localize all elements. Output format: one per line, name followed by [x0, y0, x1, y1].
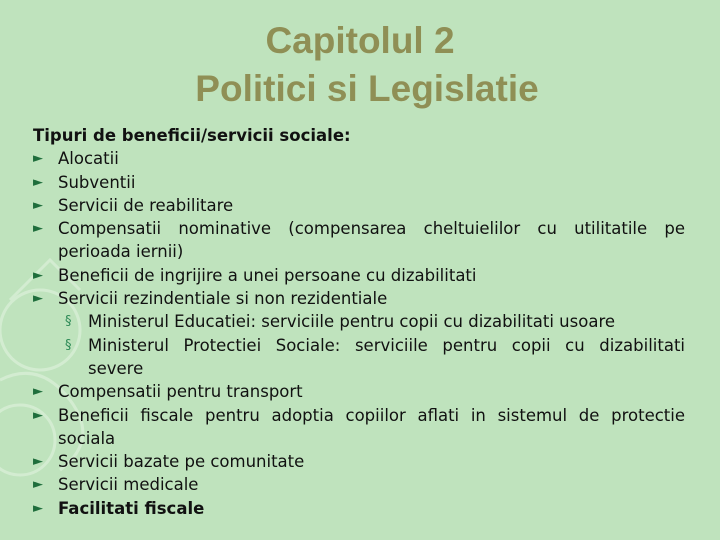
triangle-right-icon: ►: [33, 454, 43, 470]
triangle-right-icon: ►: [33, 267, 43, 283]
triangle-right-icon: ►: [33, 221, 43, 237]
triangle-right-icon: ►: [33, 174, 43, 190]
slide-title-line2: Politici si Legislatie: [195, 68, 539, 109]
slide-content: [33, 124, 685, 520]
list-item: ► Beneficii fiscale pentru adoptia copiilor aflati in sistemul de protectie sociala: [33, 405, 685, 448]
triangle-right-icon: ►: [33, 384, 43, 400]
list-item: ► Servicii de reabilitare: [33, 194, 685, 217]
list-heading: Tipuri de beneficii/servicii sociale:: [33, 126, 351, 145]
slide-title-line1: Capitolul 2: [265, 20, 455, 61]
triangle-right-icon: ►: [33, 500, 43, 516]
list-item: ► Servicii bazate pe comunitate: [33, 450, 685, 473]
sub-list-item: § Ministerul Protectiei Sociale: serviciile pentru copii cu dizabilitati severe: [65, 335, 685, 378]
triangle-right-icon: ►: [33, 291, 43, 307]
square-section-icon: §: [65, 337, 72, 353]
list-item: ► Compensatii pentru transport: [33, 380, 685, 403]
list-item: ► Compensatii nominative (compensarea cheltuielilor cu utilitatile pe perioada iernii): [33, 219, 685, 262]
list-item: ► Subventii: [33, 171, 685, 194]
triangle-right-icon: ►: [33, 407, 43, 423]
triangle-right-icon: ►: [33, 151, 43, 167]
list-item: ► Servicii medicale: [33, 473, 685, 496]
list-item: ► Facilitati fiscale: [33, 497, 685, 520]
triangle-right-icon: ►: [33, 197, 43, 213]
square-section-icon: §: [65, 314, 72, 330]
list-item: ► Beneficii de ingrijire a unei persoane cu dizabilitati: [33, 264, 685, 287]
sub-list-item: § Ministerul Educatiei: serviciile pentru copii cu dizabilitati usoare: [33, 310, 685, 333]
list-item: ► Servicii rezindentiale si non rezidentiale: [33, 287, 685, 310]
triangle-right-icon: ►: [33, 477, 43, 493]
list-item: ► Alocatii: [33, 147, 685, 170]
